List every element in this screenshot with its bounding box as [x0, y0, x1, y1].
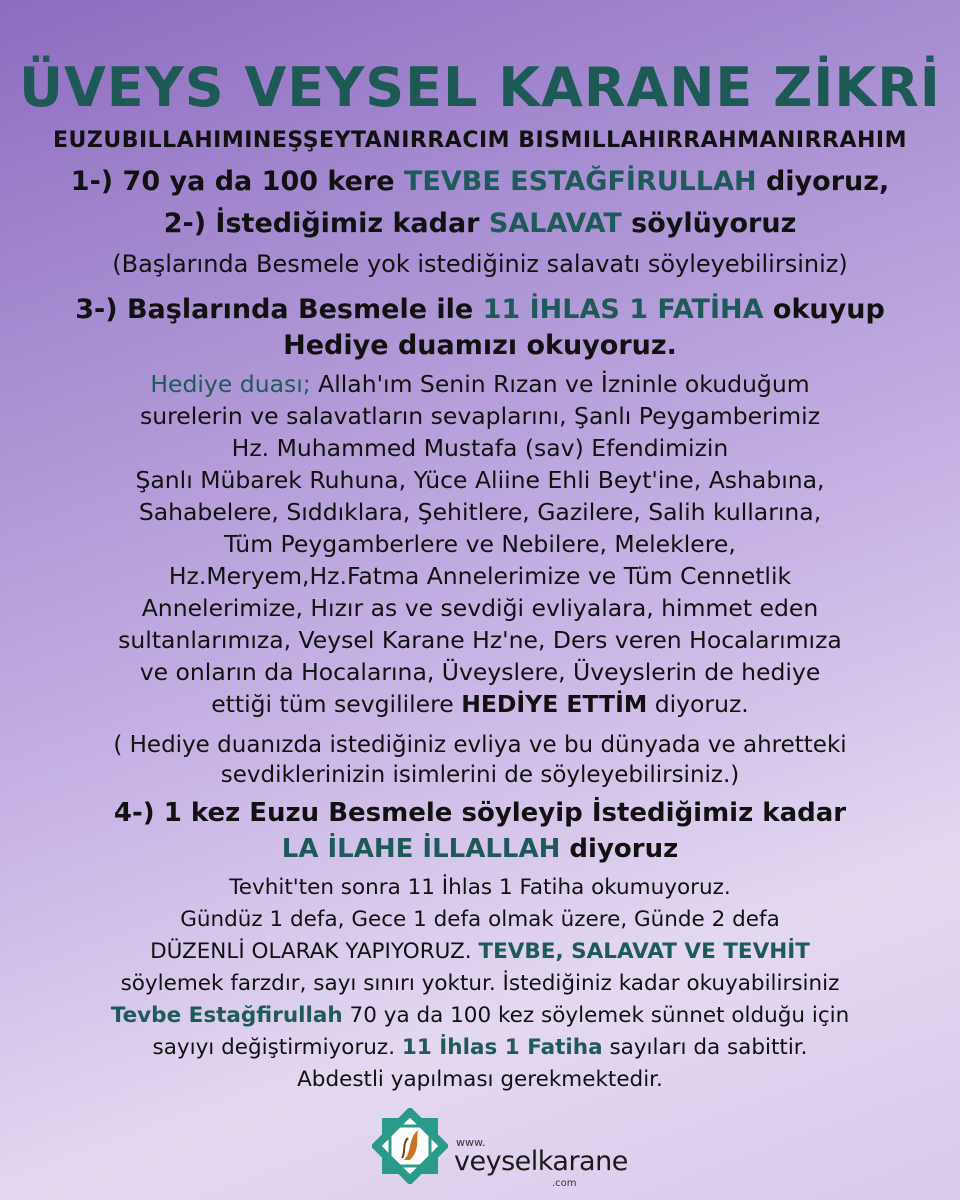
- step-2-note: (Başlarında Besmele yok istediğiniz salavatı söyleyebilirsiniz): [112, 250, 848, 278]
- detail-text: 70 ya da 100 kez söylemek sünnet olduğu için: [342, 1003, 850, 1028]
- gift-note-line: sevdiklerinizin isimlerini de söyleyebilirsiniz.): [220, 762, 740, 788]
- gift-line: ve onların da Hocalarına, Üveyslere, Üveyslerin de hediye: [139, 658, 821, 686]
- gift-prayer: [60, 368, 900, 720]
- logo-wordmark: veyselkarane: [454, 1146, 628, 1177]
- detail-line: Gündüz 1 defa, Gece 1 defa olmak üzere, Günde 2 defa: [180, 907, 780, 932]
- veyselkarane-logo[interactable]: [372, 1108, 628, 1192]
- detail-line: [40, 1032, 920, 1064]
- gift-line: [60, 368, 900, 400]
- step-3-text-b: okuyup: [763, 294, 885, 325]
- detail-highlight: Tevbe Estağfirullah: [110, 1003, 343, 1028]
- euzubillah-line: EUZUBILLAHIMINEŞŞEYTANIRRACIM BISMILLAHIRRAHMANIRRAHIM: [53, 128, 907, 153]
- step-3: [0, 294, 960, 325]
- detail-line: [40, 1000, 920, 1032]
- gift-line: Şanlı Mübarek Ruhuna, Yüce Aliine Ehli Beyt'ine, Ashabına,: [135, 466, 825, 494]
- gift-last-bold: HEDİYE ETTİM: [461, 690, 648, 718]
- detail-text: sayıyı değiştirmiyoruz.: [152, 1035, 402, 1060]
- gift-last-text-b: diyoruz.: [647, 690, 749, 718]
- step-1: [0, 166, 960, 197]
- gift-note: [40, 730, 920, 790]
- step-4-line-2: [0, 834, 960, 864]
- step-2-text-a: 2-) İstediğimiz kadar: [163, 208, 489, 239]
- page-title: ÜVEYS VEYSEL KARANE ZİKRİ: [19, 56, 941, 119]
- gift-line: sultanlarımıza, Veysel Karane Hz'ne, Ders veren Hocalarımıza: [118, 626, 842, 654]
- gift-line: Hz.Meryem,Hz.Fatma Annelerimize ve Tüm Cennetlik: [168, 562, 792, 590]
- gift-line: Tüm Peygamberlere ve Nebilere, Meleklere,: [224, 530, 736, 558]
- gift-first-text: Allah'ım Senin Rızan ve İzninle okuduğum: [310, 370, 810, 398]
- gift-last-text-a: ettiği tüm sevgililere: [211, 690, 462, 718]
- step-4: 4-) 1 kez Euzu Besmele söyleyip İstediğimiz kadar: [113, 798, 847, 828]
- step-4-highlight: LA İLAHE İLLALLAH: [281, 834, 561, 864]
- gift-label: Hediye duası;: [150, 370, 311, 398]
- step-1-text-b: diyoruz,: [756, 166, 890, 197]
- gift-line: Annelerimize, Hızır as ve sevdiği evliyalara, himmet eden: [141, 594, 819, 622]
- logo-www: www.: [456, 1136, 486, 1149]
- detail-line: Abdestli yapılması gerekmektedir.: [297, 1067, 663, 1092]
- gift-note-line: ( Hediye duanızda istediğiniz evliya ve bu dünyada ve ahretteki: [113, 732, 847, 758]
- logo-com: .com: [552, 1178, 577, 1189]
- step-2: [0, 208, 960, 239]
- step-3-line-2: Hediye duamızı okuyoruz.: [283, 330, 677, 361]
- gift-line-last: [60, 688, 900, 720]
- detail-text: sayıları da sabittir.: [602, 1035, 808, 1060]
- detail-text: DÜZENLİ OLARAK YAPIYORUZ.: [150, 939, 479, 964]
- star-emblem-icon: [372, 1108, 448, 1184]
- detail-line: söylemek farzdır, sayı sınırı yoktur. İstediğiniz kadar okuyabilirsiniz: [120, 971, 840, 996]
- step-1-text-a: 1-) 70 ya da 100 kere: [70, 166, 404, 197]
- step-3-highlight: 11 İHLAS 1 FATİHA: [482, 294, 764, 325]
- step-4-details: [40, 872, 920, 1096]
- step-2-text-b: söylüyoruz: [621, 208, 797, 239]
- gift-line: Sahabelere, Sıddıklara, Şehitlere, Gazilere, Salih kullarına,: [138, 498, 822, 526]
- detail-highlight: 11 İhlas 1 Fatiha: [401, 1035, 603, 1060]
- step-4-text-b: diyoruz: [560, 834, 679, 864]
- detail-highlight: TEVBE, SALAVAT VE TEVHİT: [478, 939, 810, 964]
- detail-line: [40, 936, 920, 968]
- detail-line: Tevhit'ten sonra 11 İhlas 1 Fatiha okumuyoruz.: [229, 875, 731, 900]
- gift-line: Hz. Muhammed Mustafa (sav) Efendimizin: [231, 434, 729, 462]
- step-2-highlight: SALAVAT: [488, 208, 622, 239]
- step-3-text-a: 3-) Başlarında Besmele ile: [75, 294, 483, 325]
- step-1-highlight: TEVBE ESTAĞFİRULLAH: [404, 166, 757, 197]
- gift-line: surelerin ve salavatların sevaplarını, Şanlı Peygamberimiz: [139, 402, 821, 430]
